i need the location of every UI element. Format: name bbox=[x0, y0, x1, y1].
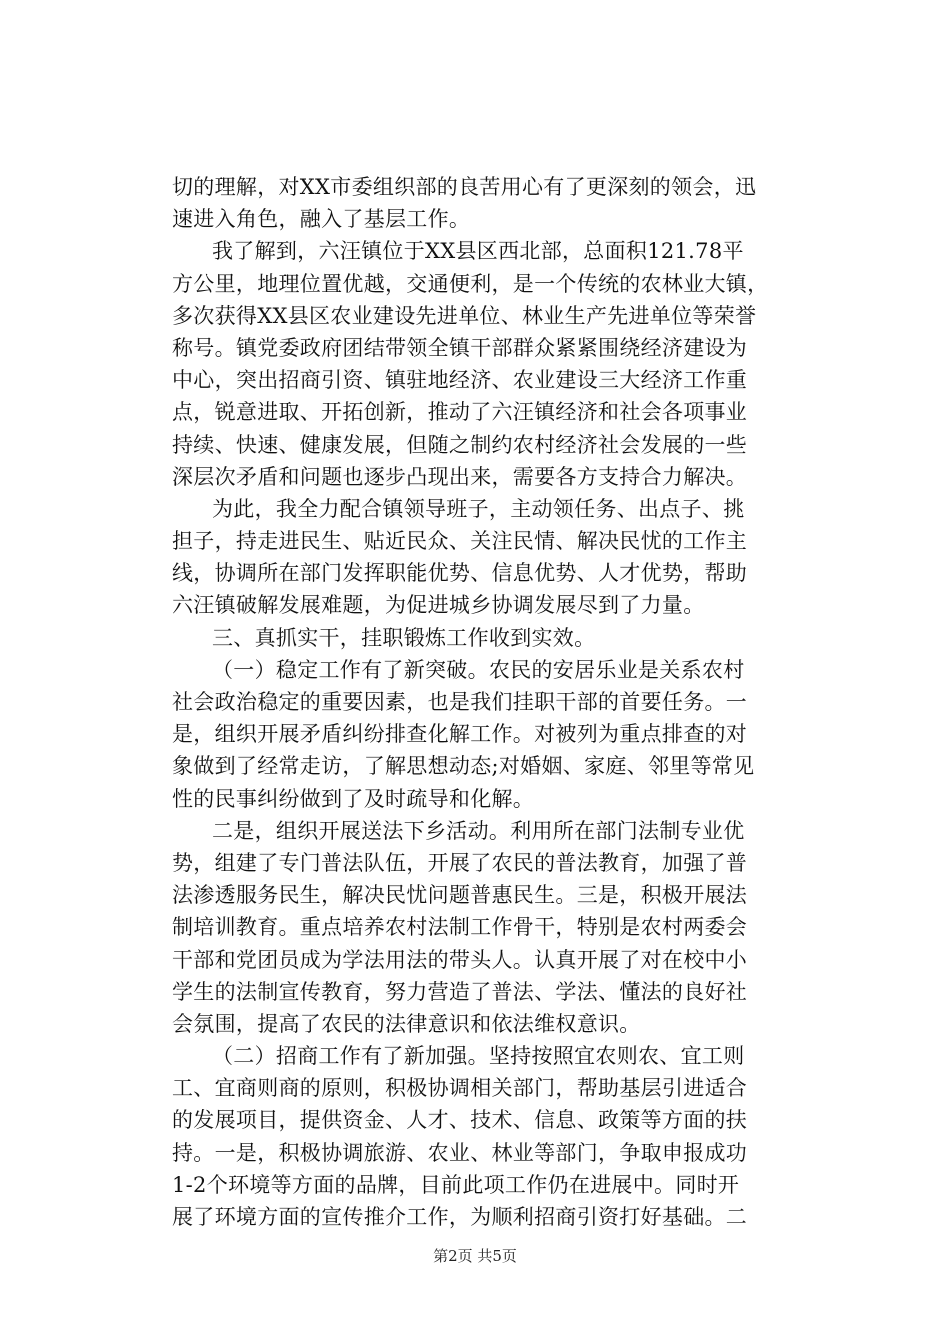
text-line: 深层次矛盾和问题也逐步凸现出来，需要各方支持合力解决。 bbox=[172, 464, 748, 489]
text-line: 会氛围，提高了农民的法律意识和依法维权意识。 bbox=[172, 1011, 641, 1036]
text-line: 六汪镇破解发展难题，为促进城乡协调发展尽到了力量。 bbox=[172, 593, 705, 618]
text-line: 多次获得XX县区农业建设先进单位、林业生产先进单位等荣誉 bbox=[172, 303, 757, 328]
text-line: 势，组建了专门普法队伍，开展了农民的普法教育，加强了普 bbox=[172, 850, 748, 875]
text-line: 制培训教育。重点培养农村法制工作骨干，特别是农村两委会 bbox=[172, 915, 748, 940]
text-line: 工、宜商则商的原则，积极协调相关部门，帮助基层引进适合 bbox=[172, 1076, 748, 1101]
text-line: 干部和党团员成为学法用法的带头人。认真开展了对在校中小 bbox=[172, 947, 748, 972]
paragraph-first-line: （一）稳定工作有了新突破。农民的安居乐业是关系农村 bbox=[212, 657, 745, 682]
paragraph-first-line: 为此，我全力配合镇领导班子，主动领任务、出点子、挑 bbox=[212, 496, 745, 521]
text-line: 担子，持走进民生、贴近民众、关注民情、解决民忧的工作主 bbox=[172, 529, 748, 554]
text-line: 展了环境方面的宣传推介工作，为顺利招商引资打好基础。二 bbox=[172, 1205, 748, 1229]
text-line: 点，锐意进取、开拓创新，推动了六汪镇经济和社会各项事业 bbox=[172, 400, 748, 425]
text-line: 切的理解，对XX市委组织部的良苦用心有了更深刻的领会，迅 bbox=[172, 175, 757, 199]
paragraph-first-line: 二是，组织开展送法下乡活动。利用所在部门法制专业优 bbox=[212, 818, 745, 843]
text-line: 方公里，地理位置优越，交通便利，是一个传统的农林业大镇， bbox=[172, 271, 769, 296]
body-text bbox=[172, 171, 835, 1233]
section-heading: 三、真抓实干，挂职锻炼工作收到实效。 bbox=[212, 625, 596, 650]
text-line: 中心，突出招商引资、镇驻地经济、农业建设三大经济工作重 bbox=[172, 368, 748, 393]
text-line: 线，协调所在部门发挥职能优势、信息优势、人才优势，帮助 bbox=[172, 561, 748, 586]
text-line: 社会政治稳定的重要因素，也是我们挂职干部的首要任务。一 bbox=[172, 690, 748, 714]
text-line: 学生的法制宣传教育，努力营造了普法、学法、懂法的良好社 bbox=[172, 979, 748, 1004]
text-line: 性的民事纠纷做到了及时疏导和化解。 bbox=[172, 786, 535, 811]
text-line: 持。一是，积极协调旅游、农业、林业等部门，争取申报成功 bbox=[172, 1140, 748, 1165]
text-line: 持续、快速、健康发展，但随之制约农村经济社会发展的一些 bbox=[172, 432, 748, 457]
text-line: 的发展项目，提供资金、人才、技术、信息、政策等方面的扶 bbox=[172, 1108, 748, 1133]
text-line: 速进入角色，融入了基层工作。 bbox=[172, 207, 471, 232]
text-line: 1-2个环境等方面的品牌，目前此项工作仍在进展中。同时开 bbox=[172, 1172, 740, 1197]
text-line: 法渗透服务民生，解决民忧问题普惠民生。三是，积极开展法 bbox=[172, 883, 748, 908]
text-line: 称号。镇党委政府团结带领全镇干部群众紧紧围绕经济建设为 bbox=[172, 335, 748, 360]
page-number-footer: 第2页 共5页 bbox=[433, 1247, 517, 1265]
paragraph-first-line: 我了解到，六汪镇位于XX县区西北部，总面积121.78平 bbox=[212, 239, 744, 264]
text-line: 象做到了经常走访，了解思想动态;对婚姻、家庭、邻里等常见 bbox=[172, 754, 755, 779]
text-line: 是，组织开展矛盾纠纷排查化解工作。对被列为重点排查的对 bbox=[172, 722, 748, 747]
paragraph-first-line: （二）招商工作有了新加强。坚持按照宜农则农、宜工则 bbox=[212, 1044, 745, 1069]
